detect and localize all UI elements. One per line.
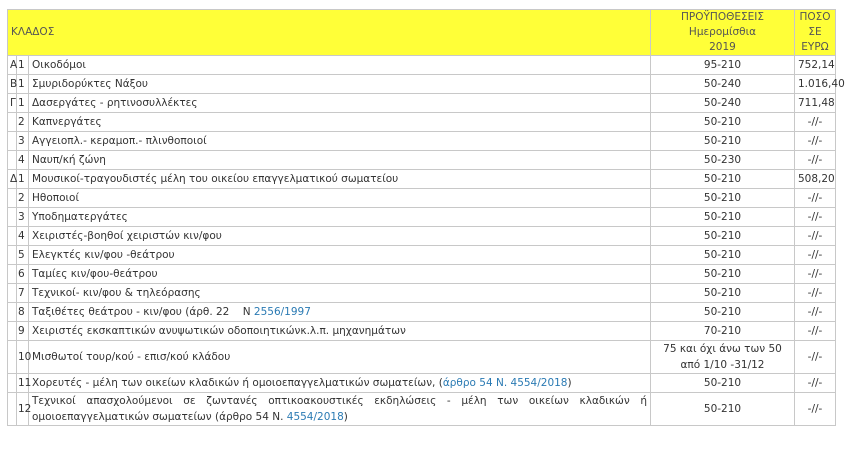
row-letter (8, 265, 17, 284)
row-letter (8, 246, 17, 265)
row-requirements: 75 και όχι άνω των 50 από 1/10 -31/12 (651, 341, 795, 374)
row-letter (8, 151, 17, 170)
row-amount: -//- (795, 322, 836, 341)
row-requirements: 50-210 (651, 227, 795, 246)
row-letter (8, 341, 17, 374)
row-label: Τεχνικοί- κιν/φου & τηλεόρασης (29, 284, 651, 303)
row-letter (8, 208, 17, 227)
row-requirements: 50-210 (651, 113, 795, 132)
row-label-suffix: ) (343, 411, 348, 423)
row-amount: 1.016,40 (795, 75, 836, 94)
row-number: 8 (17, 303, 29, 322)
row-letter: Α (8, 56, 17, 75)
row-label (29, 393, 651, 426)
row-number: 11 (17, 374, 29, 393)
row-amount: 711,48 (795, 94, 836, 113)
row-amount: -//- (795, 246, 836, 265)
row-requirements: 50-210 (651, 265, 795, 284)
row-label (29, 374, 651, 393)
row-number: 4 (17, 227, 29, 246)
table-row (8, 113, 836, 132)
row-amount: -//- (795, 341, 836, 374)
row-letter (8, 113, 17, 132)
row-letter (8, 132, 17, 151)
row-label: Μουσικοί-τραγουδιστές μέλη του οικείου επαγγελματικού σωματείου (29, 170, 651, 189)
table-row (8, 341, 836, 374)
row-label: Ναυπ/κή ζώνη (29, 151, 651, 170)
row-amount: 508,20 (795, 170, 836, 189)
row-amount: -//- (795, 374, 836, 393)
row-amount: -//- (795, 303, 836, 322)
row-amount: 752,14 (795, 56, 836, 75)
row-number: 12 (17, 393, 29, 426)
row-number: 5 (17, 246, 29, 265)
row-label: Δασεργάτες - ρητινοσυλλέκτες (29, 94, 651, 113)
row-number: 1 (17, 75, 29, 94)
row-letter (8, 189, 17, 208)
row-label: Χειριστές-βοηθοί χειριστών κιν/φου (29, 227, 651, 246)
table-row (8, 208, 836, 227)
row-letter (8, 322, 17, 341)
row-amount: -//- (795, 265, 836, 284)
row-requirements: 50-210 (651, 132, 795, 151)
table-row (8, 94, 836, 113)
table-row (8, 189, 836, 208)
table-row (8, 284, 836, 303)
row-label: Μισθωτοί τουρ/κού - επισ/κού κλάδου (29, 341, 651, 374)
row-amount: -//- (795, 284, 836, 303)
row-label: Οικοδόμοι (29, 56, 651, 75)
row-amount: -//- (795, 132, 836, 151)
row-amount: -//- (795, 189, 836, 208)
table-row (8, 265, 836, 284)
header-amount (795, 10, 836, 56)
row-letter (8, 284, 17, 303)
row-label-suffix: ) (567, 376, 572, 389)
row-number: 1 (17, 170, 29, 189)
row-requirements: 50-230 (651, 151, 795, 170)
row-requirements: 50-240 (651, 75, 795, 94)
row-amount: -//- (795, 151, 836, 170)
row-number: 1 (17, 56, 29, 75)
row-letter: Δ (8, 170, 17, 189)
row-requirements: 50-210 (651, 284, 795, 303)
row-letter: Γ (8, 94, 17, 113)
row-requirements: 70-210 (651, 322, 795, 341)
row-label-text: Τεχνικοί απασχολούμενοι σε ζωντανές οπτικοακουστικές εκδηλώσεις - μέλη των οικείων κλαδικών ή ομοιοεπαγγελματικών σωματείων (άρθρο 54 Ν. (32, 395, 647, 423)
row-number: 10 (17, 341, 29, 374)
table-row (8, 227, 836, 246)
header-requirements-line2: Ημερομίσθια (688, 26, 757, 38)
header-requirements-line3: 2019 (709, 41, 736, 53)
row-requirements: 50-210 (651, 170, 795, 189)
row-number: 2 (17, 113, 29, 132)
table-row (8, 170, 836, 189)
row-amount: -//- (795, 227, 836, 246)
row-number: 6 (17, 265, 29, 284)
table-header-row (8, 10, 836, 56)
table-row (8, 393, 836, 426)
header-klados: ΚΛΑΔΟΣ (8, 10, 651, 56)
row-label: Υποδηματεργάτες (29, 208, 651, 227)
row-amount: -//- (795, 208, 836, 227)
row-label: Χειριστές εκσκαπτικών ανυψωτικών οδοποιητικώνκ.λ.π. μηχανημάτων (29, 322, 651, 341)
law-link[interactable]: άρθρο 54 Ν. 4554/2018 (442, 376, 568, 389)
row-label: Ελεγκτές κιν/φου -θεάτρου (29, 246, 651, 265)
header-amount-line2: ΕΥΡΩ (801, 41, 829, 53)
table-row (8, 151, 836, 170)
row-requirements: 50-210 (651, 189, 795, 208)
row-label: Καπνεργάτες (29, 113, 651, 132)
row-number: 4 (17, 151, 29, 170)
row-requirements: 50-210 (651, 303, 795, 322)
row-amount: -//- (795, 393, 836, 426)
row-number: 3 (17, 208, 29, 227)
table-row (8, 132, 836, 151)
row-label: Ταμίες κιν/φου-θεάτρου (29, 265, 651, 284)
row-requirements: 95-210 (651, 56, 795, 75)
row-letter (8, 303, 17, 322)
row-number: 7 (17, 284, 29, 303)
header-amount-line1: ΠΟΣΟ ΣΕ (799, 11, 831, 38)
law-link[interactable]: 2556/1997 (253, 305, 311, 318)
row-requirements: 50-210 (651, 374, 795, 393)
row-label: Σμυριδορύκτες Νάξου (29, 75, 651, 94)
row-letter (8, 374, 17, 393)
row-label-text: Χορευτές - μέλη των οικείων κλαδικών ή ομοιοεπαγγελματικών σωματείων, ( (32, 376, 443, 389)
row-requirements: 50-210 (651, 208, 795, 227)
row-letter (8, 393, 17, 426)
row-label: Αγγειοπλ.- κεραμοπ.- πλινθοποιοί (29, 132, 651, 151)
row-number: 3 (17, 132, 29, 151)
row-requirements: 50-210 (651, 393, 795, 426)
row-requirements: 50-210 (651, 246, 795, 265)
row-requirements: 50-240 (651, 94, 795, 113)
row-label: Ηθοποιοί (29, 189, 651, 208)
table-row (8, 303, 836, 322)
table-row (8, 246, 836, 265)
row-amount: -//- (795, 113, 836, 132)
row-label-text: Ταξιθέτες θεάτρου - κιν/φου (άρθ. 22 Ν (32, 305, 254, 318)
row-number: 1 (17, 94, 29, 113)
table-row (8, 322, 836, 341)
row-letter (8, 227, 17, 246)
row-number: 2 (17, 189, 29, 208)
row-letter: Β (8, 75, 17, 94)
row-number: 9 (17, 322, 29, 341)
table-row (8, 374, 836, 393)
header-requirements-line1: ΠΡΟΫΠΟΘΕΣΕΙΣ (681, 11, 764, 23)
rates-table (7, 9, 845, 426)
table-row (8, 56, 836, 75)
table-row (8, 75, 836, 94)
row-label (29, 303, 651, 322)
header-requirements (651, 10, 795, 56)
law-link[interactable]: 4554/2018 (286, 411, 344, 423)
